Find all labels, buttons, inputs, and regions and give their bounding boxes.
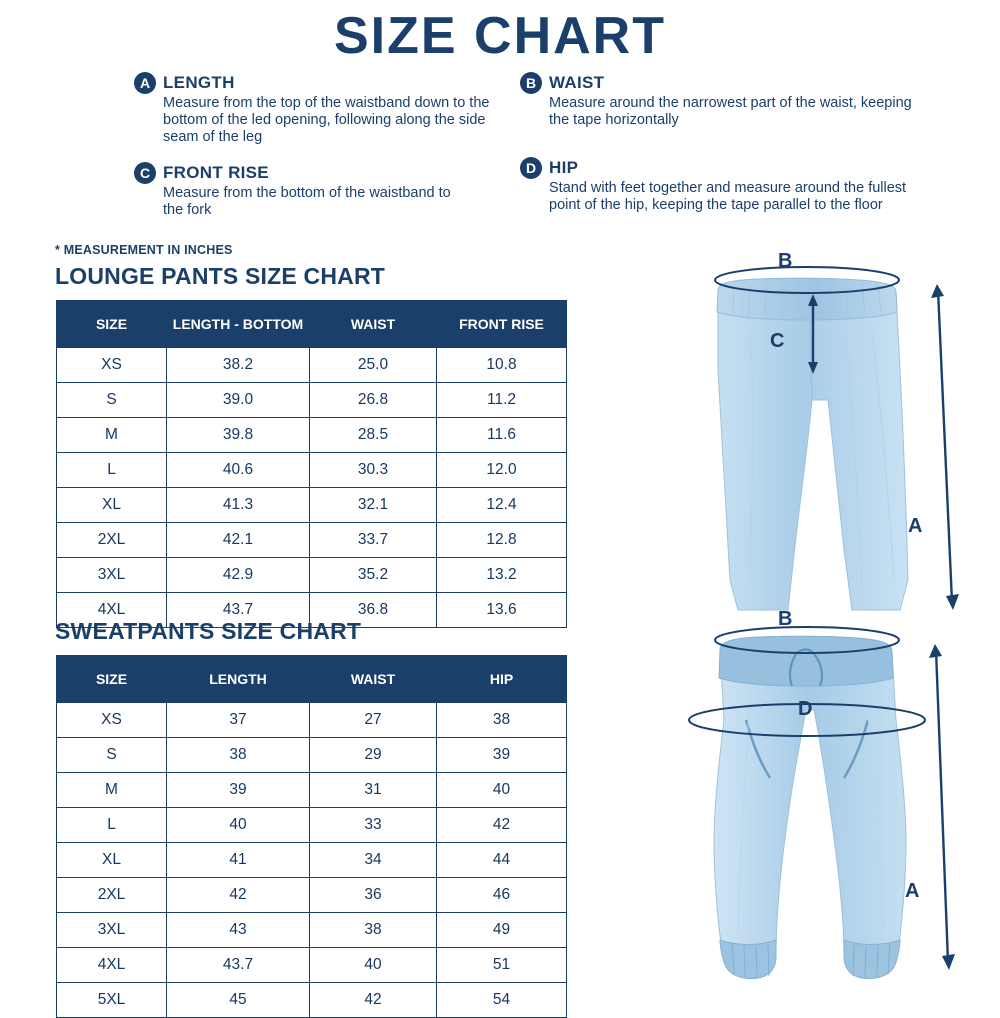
column-header: SIZE <box>57 656 167 703</box>
badge-a-icon: A <box>134 72 156 94</box>
legend-description: Measure around the narrowest part of the waist, keeping the tape horizontally <box>549 95 912 128</box>
cell-waist: 25.0 <box>310 348 437 383</box>
cell-front-rise: 12.4 <box>437 488 567 523</box>
column-header: WAIST <box>310 301 437 348</box>
table-row <box>57 348 567 383</box>
cell-size: 2XL <box>57 878 167 913</box>
cell-waist: 29 <box>310 738 437 773</box>
cell-size: 4XL <box>57 948 167 983</box>
column-header: HIP <box>437 656 567 703</box>
marker-sweat-waist-b: B <box>778 608 793 630</box>
measurement-note: * MEASUREMENT IN INCHES <box>55 243 233 257</box>
lounge-section-heading: LOUNGE PANTS SIZE CHART <box>55 263 386 289</box>
marker-lounge-front-rise-c: C <box>770 330 785 352</box>
cell-front-rise: 11.2 <box>437 383 567 418</box>
pants-illustration-group <box>600 250 1000 1000</box>
cell-hip: 44 <box>437 843 567 878</box>
cell-hip: 51 <box>437 948 567 983</box>
cell-length: 42.9 <box>167 558 310 593</box>
cell-hip: 49 <box>437 913 567 948</box>
table-header-row <box>57 656 567 703</box>
cell-front-rise: 13.6 <box>437 593 567 628</box>
cell-length: 38.2 <box>167 348 310 383</box>
legend-title: LENGTH <box>163 73 235 92</box>
marker-sweat-hip-d: D <box>798 698 813 720</box>
legend-head <box>520 157 920 179</box>
table-header-row <box>57 301 567 348</box>
cell-length: 39.8 <box>167 418 310 453</box>
table-row <box>57 703 567 738</box>
marker-lounge-length-a: A <box>908 515 923 537</box>
table-row <box>57 383 567 418</box>
table-row <box>57 983 567 1018</box>
cell-waist: 33 <box>310 808 437 843</box>
cell-size: XS <box>57 703 167 738</box>
table-row <box>57 488 567 523</box>
cell-length: 45 <box>167 983 310 1018</box>
cell-hip: 39 <box>437 738 567 773</box>
cell-length: 43.7 <box>167 948 310 983</box>
cell-waist: 38 <box>310 913 437 948</box>
cell-size: XS <box>57 348 167 383</box>
legend-head <box>134 72 504 94</box>
cell-hip: 42 <box>437 808 567 843</box>
legend-item-front-rise <box>134 162 474 219</box>
table-row <box>57 843 567 878</box>
cell-length: 39.0 <box>167 383 310 418</box>
sweatpants-figure <box>714 636 906 978</box>
legend-title: WAIST <box>549 73 605 92</box>
cell-size: 5XL <box>57 983 167 1018</box>
cell-length: 41 <box>167 843 310 878</box>
cell-length: 42.1 <box>167 523 310 558</box>
legend-description: Measure from the top of the waistband down to the bottom of the led opening, following along the side seam of the leg <box>163 95 490 145</box>
legend-description: Measure from the bottom of the waistband to the fork <box>163 185 451 218</box>
legend-title: FRONT RISE <box>163 163 269 182</box>
page-title: SIZE CHART <box>334 7 666 65</box>
cell-front-rise: 11.6 <box>437 418 567 453</box>
cell-waist: 36.8 <box>310 593 437 628</box>
cell-size: XL <box>57 488 167 523</box>
table-row <box>57 773 567 808</box>
badge-b-icon: B <box>520 72 542 94</box>
cell-waist: 42 <box>310 983 437 1018</box>
cell-waist: 27 <box>310 703 437 738</box>
cell-size: XL <box>57 843 167 878</box>
cell-size: 3XL <box>57 913 167 948</box>
cell-front-rise: 13.2 <box>437 558 567 593</box>
column-header: WAIST <box>310 656 437 703</box>
sweatpants-size-table <box>56 655 567 1018</box>
cell-waist: 34 <box>310 843 437 878</box>
cell-size: 4XL <box>57 593 167 628</box>
cell-size: L <box>57 453 167 488</box>
cell-waist: 33.7 <box>310 523 437 558</box>
cell-length: 40 <box>167 808 310 843</box>
table-row <box>57 523 567 558</box>
cell-front-rise: 10.8 <box>437 348 567 383</box>
table-row <box>57 558 567 593</box>
cell-length: 42 <box>167 878 310 913</box>
cell-size: 2XL <box>57 523 167 558</box>
legend-item-length <box>134 72 504 146</box>
badge-c-icon: C <box>134 162 156 184</box>
legend-description: Stand with feet together and measure around the fullest point of the hip, keeping the tape parallel to the floor <box>549 180 907 213</box>
cell-waist: 32.1 <box>310 488 437 523</box>
badge-d-icon: D <box>520 157 542 179</box>
table-row <box>57 418 567 453</box>
cell-front-rise: 12.8 <box>437 523 567 558</box>
cell-length: 40.6 <box>167 453 310 488</box>
cell-waist: 35.2 <box>310 558 437 593</box>
cell-size: S <box>57 738 167 773</box>
cell-size: S <box>57 383 167 418</box>
cell-hip: 54 <box>437 983 567 1018</box>
table-row <box>57 453 567 488</box>
cell-hip: 46 <box>437 878 567 913</box>
cell-front-rise: 12.0 <box>437 453 567 488</box>
cell-waist: 28.5 <box>310 418 437 453</box>
table-row <box>57 878 567 913</box>
marker-sweat-length-a: A <box>905 880 920 902</box>
table-row <box>57 948 567 983</box>
cell-waist: 26.8 <box>310 383 437 418</box>
sweatpants-section-heading: SWEATPANTS SIZE CHART <box>55 618 362 644</box>
cell-size: L <box>57 808 167 843</box>
cell-length: 43 <box>167 913 310 948</box>
legend-title: HIP <box>549 158 579 177</box>
column-header: LENGTH - BOTTOM <box>167 301 310 348</box>
cell-waist: 40 <box>310 948 437 983</box>
column-header: LENGTH <box>167 656 310 703</box>
cell-waist: 36 <box>310 878 437 913</box>
cell-waist: 30.3 <box>310 453 437 488</box>
cell-size: 3XL <box>57 558 167 593</box>
marker-lounge-waist-b: B <box>778 250 793 272</box>
cell-size: M <box>57 418 167 453</box>
table-row <box>57 913 567 948</box>
table-row <box>57 808 567 843</box>
cell-length: 39 <box>167 773 310 808</box>
cell-length: 37 <box>167 703 310 738</box>
cell-hip: 38 <box>437 703 567 738</box>
legend-head <box>134 162 474 184</box>
cell-length: 38 <box>167 738 310 773</box>
table-row <box>57 738 567 773</box>
cell-waist: 31 <box>310 773 437 808</box>
legend-item-waist <box>520 72 920 129</box>
legend-item-hip <box>520 157 920 214</box>
legend-group <box>120 72 980 252</box>
column-header: FRONT RISE <box>437 301 567 348</box>
lounge-size-table <box>56 300 567 628</box>
cell-hip: 40 <box>437 773 567 808</box>
cell-size: M <box>57 773 167 808</box>
cell-length: 43.7 <box>167 593 310 628</box>
pants-diagram-svg <box>600 250 1000 1000</box>
column-header: SIZE <box>57 301 167 348</box>
cell-length: 41.3 <box>167 488 310 523</box>
legend-head <box>520 72 920 94</box>
